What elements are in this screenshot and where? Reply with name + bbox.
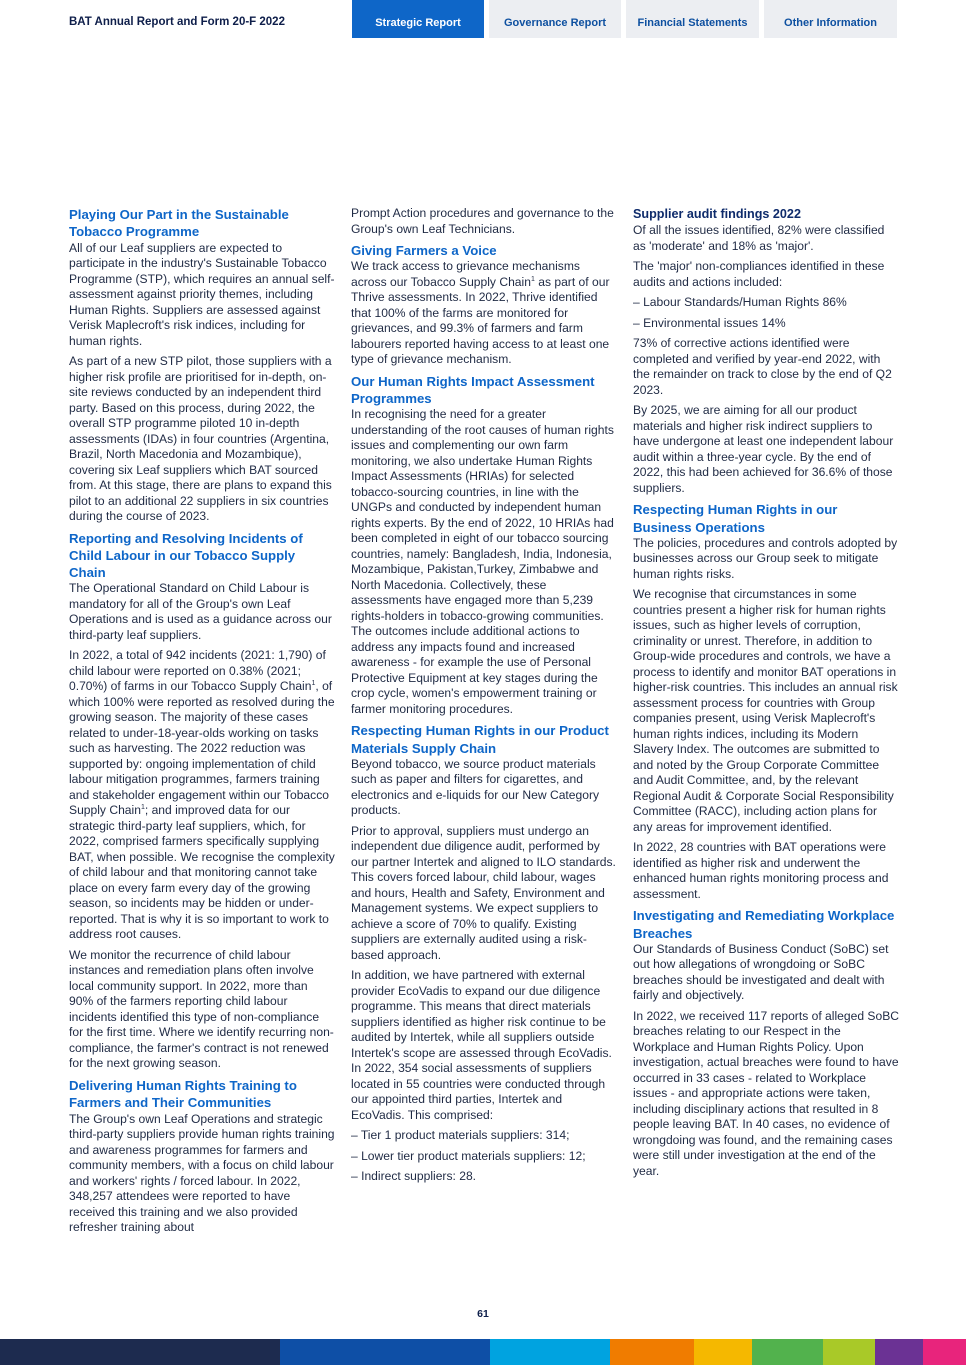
footer-stripe bbox=[752, 1339, 823, 1365]
right-column bbox=[633, 206, 899, 1184]
heading-supplier-audit-findings: Supplier audit findings 2022 bbox=[633, 207, 801, 221]
paragraph: Of all the issues identified, 82% were classified as 'moderate' and 18% as 'major'. bbox=[633, 223, 885, 253]
top-navigation-bar bbox=[0, 0, 966, 38]
tab-governance-report[interactable]: Governance Report bbox=[489, 0, 621, 38]
paragraph: Our Standards of Business Conduct (SoBC) set out how allegations of wrongdoing or SoBC breaches should be investigated and dealt with fairly and objectively. bbox=[633, 941, 889, 1003]
heading-giving-farmers-a-voice: Giving Farmers a Voice bbox=[351, 243, 497, 258]
footer-stripe bbox=[823, 1339, 875, 1365]
footer-stripe bbox=[610, 1339, 694, 1365]
footer-stripe bbox=[694, 1339, 752, 1365]
text-segment: , of which 100% were reported as resolved during the growing season. The majority of these cases related to under-18-year-olds working on tasks such as harvesting. The 2022 reduction was supported by: ongoing implementation of child labour mitigation programmes, farmers training and stakeholder engagement within our Tobacco Supply Chain bbox=[69, 679, 335, 818]
text-segment: In 2022, a total of 942 incidents (2021: 1,790) of child labour were reported on 0.38% (2021; 0.70%) of farms in our Tobacco Supply Chain bbox=[69, 648, 326, 694]
list-item: – Indirect suppliers: 28. bbox=[351, 1169, 477, 1184]
tab-strategic-report[interactable]: Strategic Report bbox=[352, 0, 484, 38]
footer-stripe bbox=[923, 1339, 966, 1365]
footnote-marker: 1 bbox=[140, 804, 145, 812]
list-item: – Environmental issues 14% bbox=[633, 315, 786, 330]
footer-stripe bbox=[0, 1339, 280, 1365]
text-segment: as part of our Thrive assessments. In 2022, Thrive identified that 100% of the farms are monitored for grievances, and 99.3% of farmers and farm labourers reported having access to at least one type of grievance mechanism. bbox=[351, 274, 610, 367]
heading-sustainable-tobacco-programme: Playing Our Part in the Sustainable Tobacco Programme bbox=[69, 207, 289, 240]
heading-business-operations: Respecting Human Rights in our Business Operations bbox=[633, 502, 838, 535]
paragraph: In 2022, 28 countries with BAT operations were identified as higher risk and underwent the enhanced human rights monitoring process and assessment. bbox=[633, 840, 889, 901]
text-segment: We track access to grievance mechanisms across our Tobacco Supply Chain bbox=[351, 259, 580, 289]
report-title: BAT Annual Report and Form 20-F 2022 bbox=[69, 16, 285, 28]
tab-other-information[interactable]: Other Information bbox=[764, 0, 897, 38]
footer-stripe bbox=[280, 1339, 490, 1365]
paragraph: In 2022, we received 117 reports of alleged SoBC breaches relating to our Respect in the Workplace and Human Rights Policy. Upon investigation, actual breaches were found to have occurred in 33 cases - related to Workplace issues - and appropriate actions were taken, including disciplinary actions that resulted in 8 people leaving BAT. In 40 cases, no evidence of wrongdoing was found, and the remaining cases were still under investigation at the end of the year. bbox=[633, 1008, 900, 1178]
paragraph-child-labour-stats bbox=[69, 648, 335, 943]
footnote-marker: 1 bbox=[311, 680, 316, 688]
paragraph: Prior to approval, suppliers must undergo an independent due diligence audit, performed by our partner Intertek and aligned to ILO standards. This covers forced labour, child labour, wages and hours, Health and Safety, Environment and Management systems. We expect suppliers to achieve a score of 70% to qualify. Existing suppliers are externally audited using a risk-based approach. bbox=[351, 823, 616, 962]
list-item: – Tier 1 product materials suppliers: 314; bbox=[351, 1128, 570, 1143]
paragraph: The Operational Standard on Child Labour is mandatory for all of the Group's own Leaf Operations and is used as a guidance across our third-party leaf suppliers. bbox=[69, 581, 332, 642]
heading-child-labour-incidents: Reporting and Resolving Incidents of Child Labour in our Tobacco Supply Chain bbox=[69, 530, 303, 581]
paragraph: Prompt Action procedures and governance to the Group's own Leaf Technicians. bbox=[351, 206, 614, 236]
paragraph: Beyond tobacco, we source product materials such as paper and filters for cigarettes, and electronics and e-liquids for our New Category products. bbox=[351, 756, 600, 818]
paragraph: The policies, procedures and controls adopted by businesses across our Group seek to mitigate human rights risks. bbox=[633, 535, 898, 581]
heading-workplace-breaches: Investigating and Remediating Workplace Breaches bbox=[633, 908, 895, 941]
heading-human-rights-training: Delivering Human Rights Training to Farmers and Their Communities bbox=[69, 1077, 297, 1111]
heading-hria-programmes: Our Human Rights Impact Assessment Programmes bbox=[351, 373, 595, 407]
footer-stripe bbox=[875, 1339, 923, 1365]
footnote-marker: 1 bbox=[530, 275, 535, 283]
tab-financial-statements[interactable]: Financial Statements bbox=[626, 0, 759, 38]
list-item: – Labour Standards/Human Rights 86% bbox=[633, 295, 847, 310]
paragraph: The Group's own Leaf Operations and strategic third-party suppliers provide human rights training and awareness programmes for farmers and community members, with a focus on child labour and workers' rights / forced labour. In 2022, 348,257 attendees were reported to have received this training and we also provided refresher training about bbox=[69, 1111, 335, 1235]
list-item: – Lower tier product materials suppliers: 12; bbox=[351, 1148, 586, 1163]
paragraph: As part of a new STP pilot, those suppliers with a higher risk profile are prioritised for in-depth, on-site reviews conducted by an independent third party. Based on this process, during 2022, the overall STP programme piloted 10 in-depth assessments (IDAs) in four countries (Argentina, Brazil, North Macedonia and Mozambique), covering six Leaf suppliers which BAT sourced from. At this stage, there are plans to expand this pilot to an additional 22 suppliers in six countries during the course of 2023. bbox=[69, 354, 332, 524]
paragraph: In addition, we have partnered with external provider EcoVadis to expand our due diligence programme. This means that direct materials suppliers identified as higher risk continue to be audited by Intertek, while all suppliers outside Intertek's scope are assessed through EcoVadis. In 2022, 354 social assessments of suppliers located in 55 countries were conducted through our appointed third parties, Intertek and EcoVadis. This comprised: bbox=[351, 968, 612, 1122]
left-column bbox=[69, 206, 335, 1241]
paragraph: We recognise that circumstances in some countries present a higher risk for human rights issues, such as higher levels of corruption, criminality or unrest. Therefore, in addition to Group-wide procedures and controls, we have a process to identify and monitor BAT operations in higher-risk countries. This includes an annual risk assessment process for countries with Group companies present, using Verisk Maplecroft's human rights indices, including its Modern Slavery Index. The outcomes are submitted to and noted by the Group Corporate Committee and Audit Committee, and, by the relevant Regional Audit & Corporate Social Responsibility Committee (RACC), including action plans for any areas for improvement identified. bbox=[633, 587, 898, 834]
paragraph: 73% of corrective actions identified were completed and verified by year-end 2022, with the remainder on track to close by the end of Q2 2023. bbox=[633, 336, 892, 397]
text-segment: ; and improved data for our strategic third-party leaf suppliers, which, for 2022, comprised farmers specifically supplying BAT, when possible. We recognise the complexity of child labour and that monitoring cannot take place on every farm every day of the growing season, so incidents may be hidden or under-reported. That is why it is so important to work to address root causes. bbox=[69, 803, 335, 942]
paragraph-grievance bbox=[351, 259, 617, 368]
paragraph: By 2025, we are aiming for all our product materials and higher risk indirect suppliers to have undergone at least one independent labour audit within a three-year cycle. By the end of 2022, this had been achieved for 36.6% of those suppliers. bbox=[633, 403, 894, 495]
paragraph: In recognising the need for a greater understanding of the root causes of human rights issues and complementing our own farm monitoring, we also undertake Human Rights Impact Assessments (HRIAs) for selected tobacco-sourcing countries, in line with the UNGPs and conducted by independent human rights experts. By the end of 2022, 10 HRIAs had been completed in eight of our tobacco sourcing countries, namely: Bangladesh, India, Indonesia, Mozambique, Pakistan,Turkey, Zimbabwe and North Macedonia. Collectively, these assessments have engaged more than 5,239 rights-holders in tobacco-growing communities. The outcomes include additional actions to address any impacts found and increased awareness - for example the use of Personal Protective Equipment at key stages during the crop cycle, women's empowerment training or farmer monitoring procedures. bbox=[351, 407, 614, 716]
paragraph: All of our Leaf suppliers are expected to participate in the industry's Sustainable Tobacco Programme (STP), which requires an annual self-assessment against priority themes, including Human Rights. Suppliers are assessed against Verisk Maplecroft's risk indices, including for human rights. bbox=[69, 240, 335, 348]
middle-column bbox=[351, 206, 617, 1190]
paragraph: We monitor the recurrence of child labour instances and remediation plans often involve local community support. In 2022, more than 90% of the farmers reporting child labour incidents identified this type of non-compliance for the first time. Where we identify recurring non-compliance, the farmer's contract is not renewed for the next growing season. bbox=[69, 947, 334, 1071]
page-number: 61 bbox=[477, 1308, 489, 1320]
heading-product-materials-supply-chain: Respecting Human Rights in our Product Materials Supply Chain bbox=[351, 723, 609, 756]
footer-stripe bbox=[490, 1339, 610, 1365]
paragraph: The 'major' non-compliances identified in these audits and actions included: bbox=[633, 259, 885, 289]
